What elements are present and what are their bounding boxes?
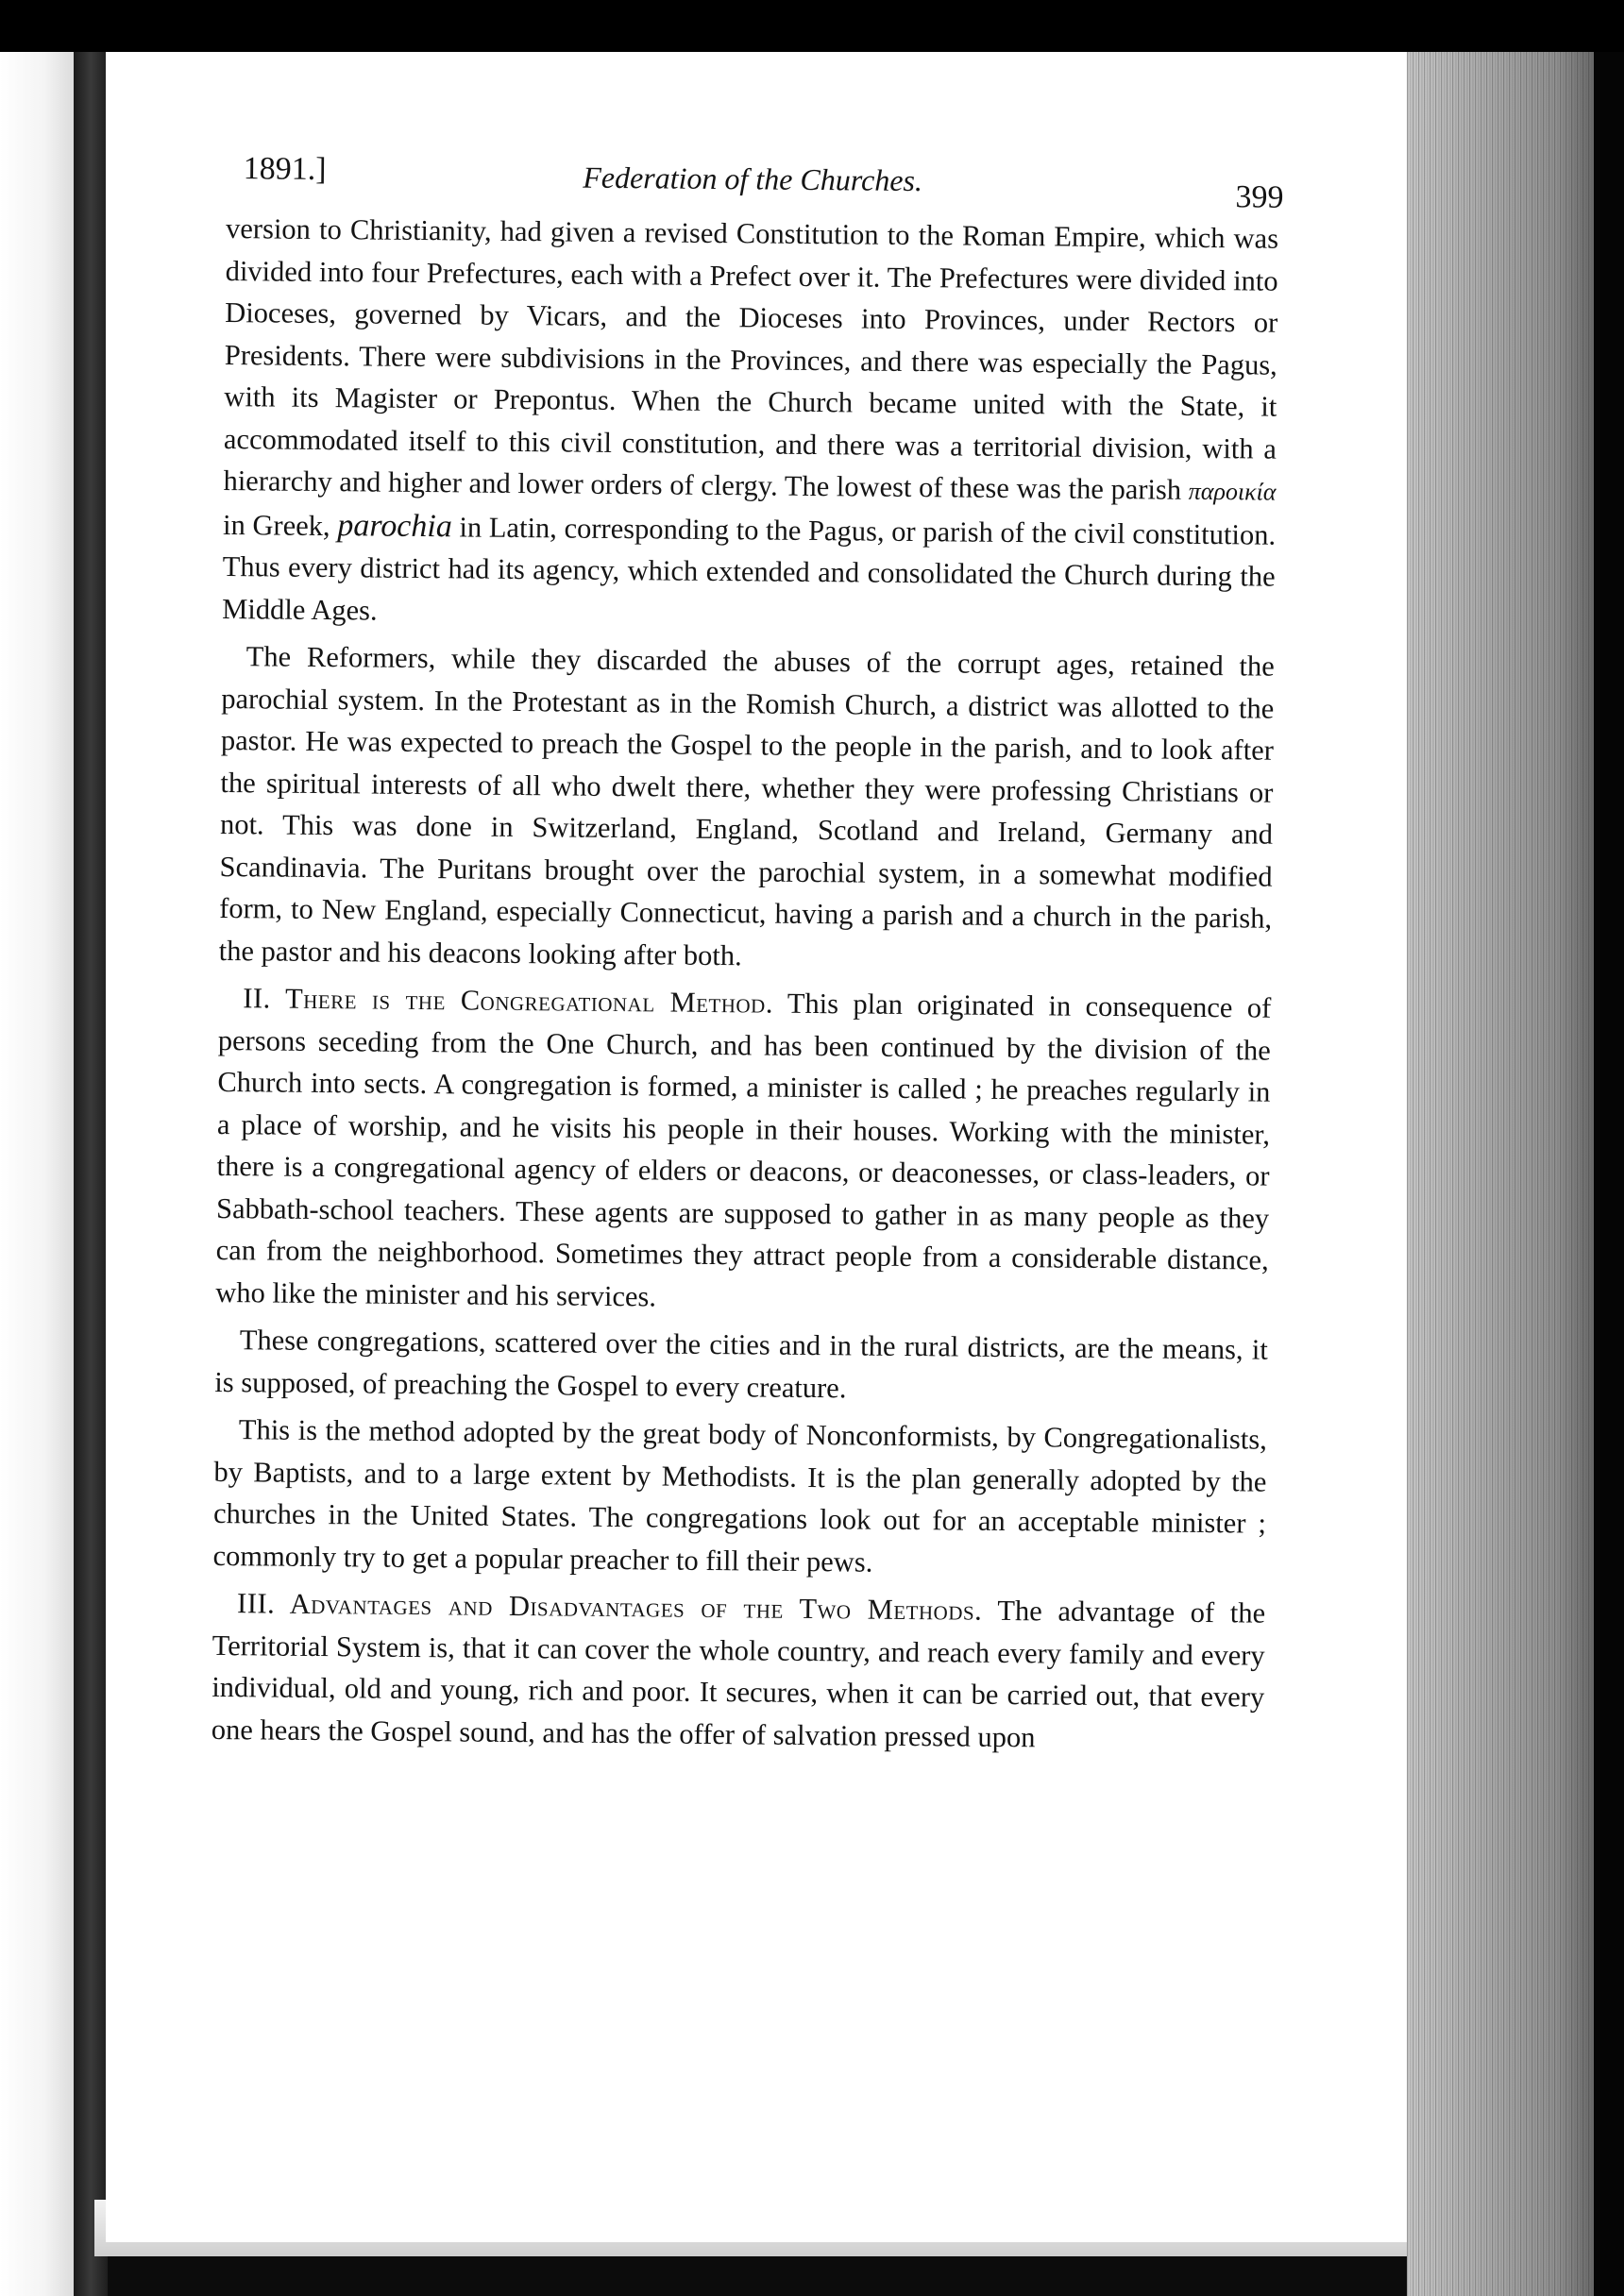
section-heading-2: II. There is the Congregational Method. <box>243 982 774 1020</box>
paragraph-3 <box>215 977 1271 1324</box>
section-heading-3: III. Advantages and Disadvantages of the Two Methods. <box>236 1587 983 1627</box>
running-head-title: Federation of the Churches. <box>583 160 923 198</box>
greek-word: παροικία <box>1188 477 1277 506</box>
paragraph-1-text-a: version to Christianity, had given a revised Constitution to the Roman Empire, which was divided into four Prefectures, each with a Prefect over it. The Prefectures were divided into Dioceses, governed by Vicars, and the Dioceses into Provinces, under Rectors or Presidents. There were subdivisions in the Provinces, and there was especially the Pagus, with its Magister or Prepontus. When the Church became united with the State, it accommodated itself to this civil constitution, and there was a territorial division, with a hierarchy and higher and lower orders of clergy. The lowest of these was the parish <box>223 211 1279 506</box>
paragraph-4: These congregations, scattered over the cities and in the rural districts, are the means, it is supposed, of preaching the Gospel to every creature. <box>214 1324 1268 1404</box>
book-gutter <box>74 52 108 2296</box>
running-head <box>226 142 1284 215</box>
paragraph-1-text-c: in Latin, corresponding to the Pagus, or parish of the civil constitution. Thus every district had its agency, which extended and consolidated the Church during the Middle Ages. <box>222 510 1277 627</box>
body-text <box>211 208 1279 1761</box>
facing-page-edge <box>0 52 74 2296</box>
paragraph-1-text-b: in Greek, <box>222 508 338 542</box>
paragraph-2: The Reformers, while they discarded the abuses of the corrupt ages, retained the parochial system. In the Protestant as in the Romish Church, a district was allotted to the pastor. He was expected to preach the Gospel to the people in the parish, and to look after the spiritual interests of all who dwelt there, whether they were professing Christians or not. This was done in Switzerland, England, Scotland and Ireland, Germany and Scandinavia. The Puritans brought over the parochial system, in a somewhat modified form, to New England, especially Connecticut, having a parish and a church in the parish, the pastor and his deacons looking after both. <box>218 640 1275 971</box>
paragraph-5: This is the method adopted by the great body of Nonconformists, by Congregationalists, by Baptists, and to a large extent by Methodists. It is the plan generally adopted by the churches in the United States. The congregations look out for an acceptable minister ; commonly try to get a popular preacher to fill their pews. <box>212 1413 1268 1578</box>
paragraph-1 <box>222 208 1278 640</box>
running-head-year: 1891.] <box>243 151 327 188</box>
page-stack-edge <box>1407 52 1596 2296</box>
page-number: 399 <box>1235 179 1284 215</box>
latin-word: parochia <box>337 507 453 544</box>
scan-border-right <box>1594 52 1624 2296</box>
paragraph-6-text: The advantage of the Territorial System is, that it can cover the whole country, and reach every family and every individual, old and young, rich and poor. It secures, when it can be carried out, that every one hears the Gospel sound, and has the offer of salvation pressed upon <box>211 1594 1266 1753</box>
paragraph-3-text: This plan originated in consequence of persons seceding from the One Church, and has been continued by the division of the Church into sects. A congregation is formed, a minister is called ; he preaches regularly in a place of worship, and he visits his people in their houses. Working with the minister, there is a congregational agency of elders or deacons, or deaconesses, or class-leaders, or Sabbath-school teachers. These agents are supposed to gather in as many people as they can from the neighborhood. Sometimes they attract people from a considerable distance, who like the minister and his services. <box>215 987 1272 1312</box>
page-content <box>211 142 1284 1766</box>
paragraph-6 <box>211 1582 1266 1761</box>
